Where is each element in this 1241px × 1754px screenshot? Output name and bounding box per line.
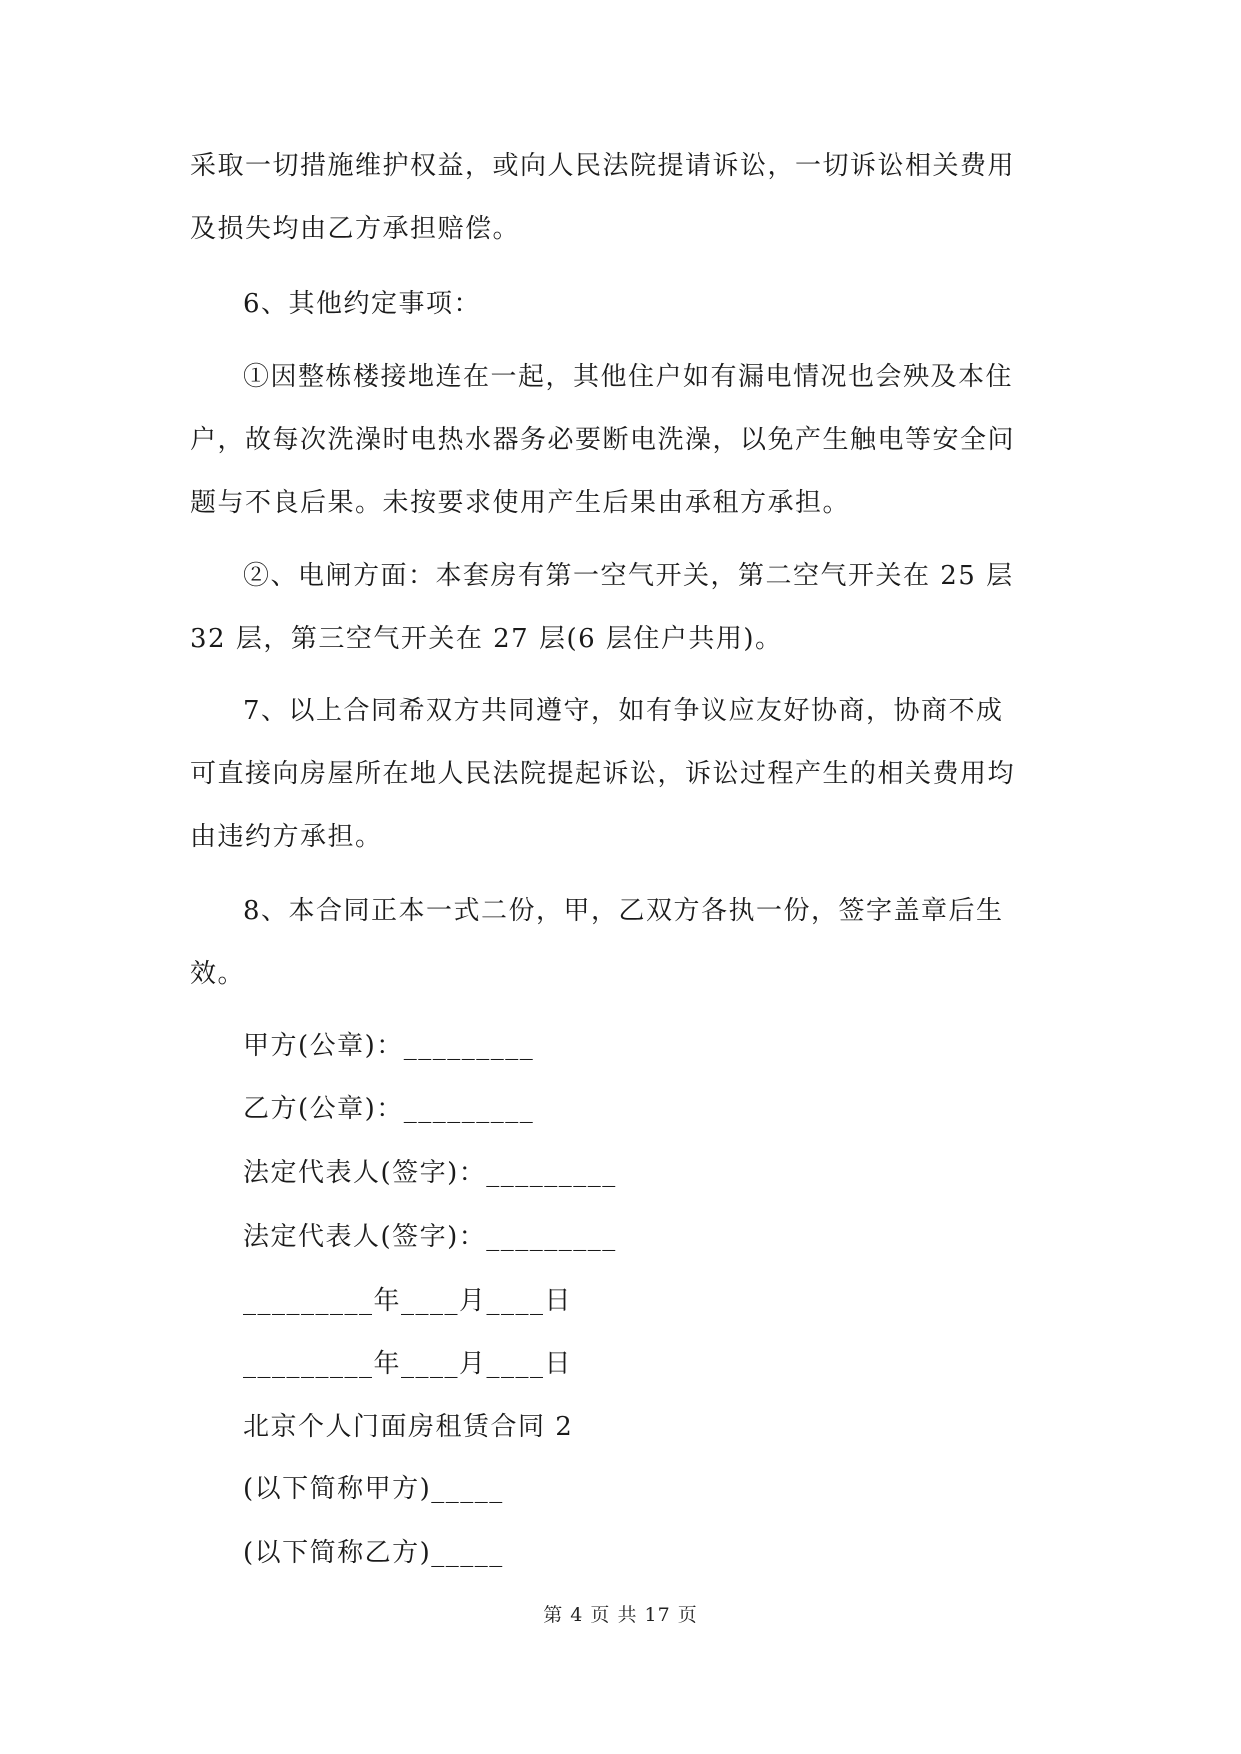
paragraph-line: 效。 [190,959,246,989]
contract-title: 北京个人门面房租赁合同 2 [243,1412,574,1442]
paragraph-line: ②、电闸方面：本套房有第一空气开关，第二空气开关在 25 层 [243,561,1014,591]
paragraph-line: 采取一切措施维护权益，或向人民法院提请诉讼，一切诉讼相关费用 [190,151,1016,181]
paragraph-line: 32 层，第三空气开关在 27 层(6 层住户共用)。 [190,624,783,654]
paragraph-line: 题与不良后果。未按要求使用产生后果由承租方承担。 [190,488,851,518]
paragraph-line: 可直接向房屋所在地人民法院提起诉讼，诉讼过程产生的相关费用均 [190,759,1016,789]
paragraph-line: ①因整栋楼接地连在一起，其他住户如有漏电情况也会殃及本住 [243,362,1014,392]
paragraph-line: 户，故每次洗澡时电热水器务必要断电洗澡，以免产生触电等安全问 [190,425,1016,455]
signature-party-a: 甲方(公章)：_________ [243,1031,535,1061]
party-b-line: (以下简称乙方)_____ [243,1538,504,1568]
signature-date-b: _________年____月____日 [243,1349,573,1379]
signature-date-a: _________年____月____日 [243,1286,573,1316]
paragraph-line: 7、以上合同希双方共同遵守，如有争议应友好协商，协商不成 [243,696,1004,726]
signature-party-b: 乙方(公章)：_________ [243,1094,535,1124]
paragraph-line: 8、本合同正本一式二份，甲，乙双方各执一份，签字盖章后生 [243,896,1004,926]
section-heading: 6、其他约定事项： [243,289,482,319]
paragraph-line: 由违约方承担。 [190,822,383,852]
signature-rep-b: 法定代表人(签字)：_________ [243,1222,617,1252]
party-a-line: (以下简称甲方)_____ [243,1474,504,1504]
signature-rep-a: 法定代表人(签字)：_________ [243,1158,617,1188]
page-number-footer: 第 4 页 共 17 页 [543,1604,698,1626]
paragraph-line: 及损失均由乙方承担赔偿。 [190,214,521,244]
